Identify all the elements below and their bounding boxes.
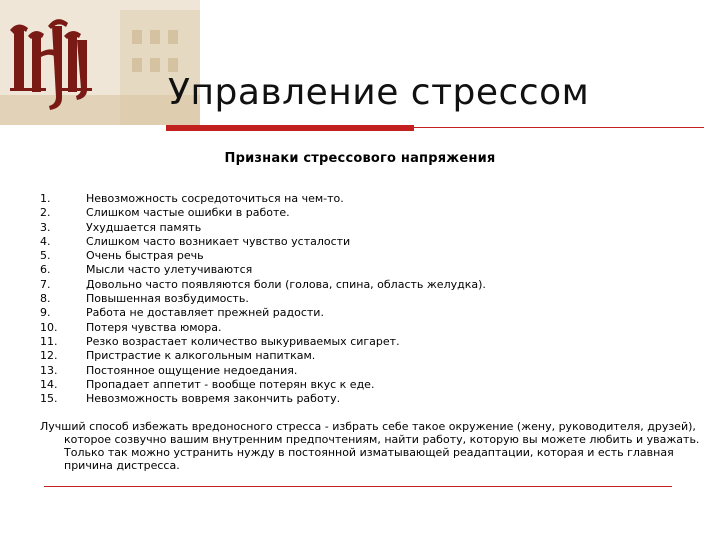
list-item bbox=[40, 192, 700, 206]
item-number: 5. bbox=[40, 249, 51, 263]
item-number: 12. bbox=[40, 349, 58, 363]
item-number: 4. bbox=[40, 234, 51, 248]
item-text: Постоянное ощущение недоедания. bbox=[86, 363, 298, 377]
list-item bbox=[40, 349, 700, 363]
item-text: Невозможность сосредоточиться на чем-то. bbox=[86, 192, 344, 205]
item-number: 8. bbox=[40, 292, 51, 306]
item-number: 14. bbox=[40, 377, 58, 391]
item-number: 13. bbox=[40, 363, 58, 377]
item-text: Пристрастие к алкогольным напиткам. bbox=[86, 349, 316, 363]
list-item bbox=[40, 392, 700, 406]
list-item bbox=[40, 206, 700, 220]
item-number: 7. bbox=[40, 277, 51, 291]
item-text: Работа не доставляет прежней радости. bbox=[86, 306, 324, 320]
title-accent-bar bbox=[166, 125, 414, 131]
list-item bbox=[40, 221, 700, 235]
item-text: Слишком часто возникает чувство усталости bbox=[86, 234, 351, 248]
item-number: 2. bbox=[40, 206, 51, 220]
item-text: Пропадает аппетит - вообще потерян вкус к еде. bbox=[86, 377, 375, 391]
item-text: Мысли часто улетучиваются bbox=[86, 263, 253, 277]
item-text: Очень быстрая речь bbox=[86, 249, 204, 263]
item-text: Ухудшается память bbox=[86, 220, 202, 234]
item-number: 3. bbox=[40, 220, 51, 234]
item-text: Резко возрастает количество выкуриваемых сигарет. bbox=[86, 334, 400, 348]
item-number: 15. bbox=[40, 392, 58, 406]
list-item bbox=[40, 292, 700, 306]
list-item bbox=[40, 235, 700, 249]
item-text: Слишком частые ошибки в работе. bbox=[86, 206, 290, 220]
item-number: 10. bbox=[40, 320, 58, 334]
item-text: Потеря чувства юмора. bbox=[86, 320, 222, 334]
item-text: Невозможность вовремя закончить работу. bbox=[86, 392, 341, 406]
title-divider-line bbox=[414, 127, 704, 128]
item-number: 6. bbox=[40, 263, 51, 277]
conclusion-paragraph: Лучший способ избежать вредоносного стресса - избрать себе такое окружение (жену, руководителя, друзей), которое созвучно вашим внутренним предпочтениям, найти работу, которую вы можете любить и уважать. Только так можно устранить нужду в постоянной изматывающей реадаптации, которая и есть главная причина дистресса. bbox=[40, 420, 700, 472]
list-item bbox=[40, 249, 700, 263]
list-item bbox=[40, 364, 700, 378]
item-text: Повышенная возбудимость. bbox=[86, 292, 249, 306]
list-item bbox=[40, 378, 700, 392]
item-number: 11. bbox=[40, 334, 58, 348]
list-item bbox=[40, 278, 700, 292]
section-subtitle: Признаки стрессового напряжения bbox=[224, 151, 496, 166]
item-number: 1. bbox=[40, 192, 51, 205]
bottom-divider-line bbox=[44, 486, 672, 487]
item-text: Довольно часто появляются боли (голова, спина, область желудка). bbox=[86, 277, 486, 291]
item-number: 9. bbox=[40, 306, 51, 320]
list-item bbox=[40, 321, 700, 335]
list-item bbox=[40, 263, 700, 277]
list-item bbox=[40, 306, 700, 320]
page-title: Управление стрессом bbox=[168, 72, 590, 113]
stress-signs-list bbox=[40, 192, 700, 406]
list-item bbox=[40, 335, 700, 349]
